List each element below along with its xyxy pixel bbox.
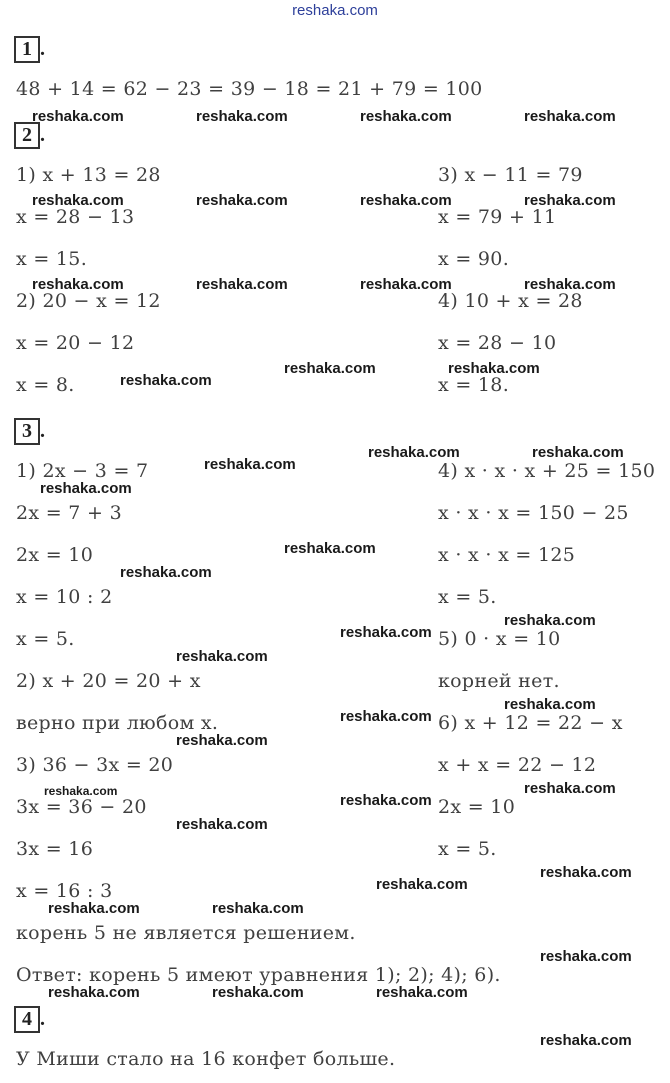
task3-line: 3x = 16 bbox=[16, 838, 94, 860]
task2-line: x = 28 − 13 bbox=[16, 206, 135, 228]
watermark: reshaka.com bbox=[204, 456, 296, 473]
watermark: reshaka.com bbox=[176, 816, 268, 833]
watermark: reshaka.com bbox=[340, 792, 432, 809]
task2-line: 1) x + 13 = 28 bbox=[16, 164, 161, 186]
watermark: reshaka.com bbox=[448, 360, 540, 377]
task2-line: x = 90. bbox=[438, 248, 510, 270]
task2-line: x = 15. bbox=[16, 248, 88, 270]
task2-line: x = 18. bbox=[438, 374, 510, 396]
task2-line: 4) 10 + x = 28 bbox=[438, 290, 583, 312]
watermark: reshaka.com bbox=[32, 192, 124, 209]
task3-line: 1) 2x − 3 = 7 bbox=[16, 460, 149, 482]
task3-line: x · x · x = 125 bbox=[438, 544, 576, 566]
task2-line: x = 8. bbox=[16, 374, 75, 396]
task3-line: x = 5. bbox=[438, 586, 497, 608]
watermark: reshaka.com bbox=[212, 900, 304, 917]
watermark: reshaka.com bbox=[368, 444, 460, 461]
task3-line: 3x = 36 − 20 bbox=[16, 796, 147, 818]
task3-line: 6) x + 12 = 22 − x bbox=[438, 712, 623, 734]
watermark: reshaka.com bbox=[212, 984, 304, 1001]
watermark: reshaka.com bbox=[340, 708, 432, 725]
watermark: reshaka.com bbox=[284, 540, 376, 557]
task3-line: 2x = 7 + 3 bbox=[16, 502, 122, 524]
watermark: reshaka.com bbox=[176, 732, 268, 749]
watermark: reshaka.com bbox=[340, 624, 432, 641]
watermark: reshaka.com bbox=[196, 276, 288, 293]
watermark: reshaka.com bbox=[540, 864, 632, 881]
task3-line: 3) 36 − 3x = 20 bbox=[16, 754, 174, 776]
watermark: reshaka.com bbox=[32, 108, 124, 125]
watermark: reshaka.com bbox=[540, 948, 632, 965]
task3-answer: Ответ: корень 5 имеют уравнения 1); 2); 4); 6). bbox=[16, 964, 501, 986]
watermark: reshaka.com bbox=[524, 108, 616, 125]
watermark: reshaka.com bbox=[376, 984, 468, 1001]
watermark: reshaka.com bbox=[176, 648, 268, 665]
watermark: reshaka.com bbox=[196, 192, 288, 209]
site-header[interactable]: reshaka.com bbox=[292, 2, 378, 19]
watermark: reshaka.com bbox=[524, 780, 616, 797]
watermark: reshaka.com bbox=[360, 108, 452, 125]
task3-line: x = 10 : 2 bbox=[16, 586, 113, 608]
watermark: reshaka.com bbox=[120, 564, 212, 581]
task-number-1: 1 . bbox=[14, 36, 45, 63]
task2-line: x = 20 − 12 bbox=[16, 332, 135, 354]
watermark: reshaka.com bbox=[32, 276, 124, 293]
task3-line: x = 5. bbox=[438, 838, 497, 860]
task3-line: 2x = 10 bbox=[438, 796, 516, 818]
watermark: reshaka.com bbox=[196, 108, 288, 125]
task1-line: 48 + 14 = 62 − 23 = 39 − 18 = 21 + 79 = 100 bbox=[16, 78, 483, 100]
task4-line: У Миши стало на 16 конфет больше. bbox=[16, 1048, 396, 1070]
task2-line: x = 28 − 10 bbox=[438, 332, 557, 354]
watermark: reshaka.com bbox=[120, 372, 212, 389]
watermark: reshaka.com bbox=[48, 900, 140, 917]
task3-line: x · x · x = 150 − 25 bbox=[438, 502, 629, 524]
task3-line: 2) x + 20 = 20 + x bbox=[16, 670, 201, 692]
watermark: reshaka.com bbox=[48, 984, 140, 1001]
task2-line: 3) x − 11 = 79 bbox=[438, 164, 583, 186]
watermark: reshaka.com bbox=[504, 612, 596, 629]
task3-line: x = 16 : 3 bbox=[16, 880, 113, 902]
task2-line: x = 79 + 11 bbox=[438, 206, 557, 228]
watermark: reshaka.com bbox=[524, 276, 616, 293]
task-number-4: 4 . bbox=[14, 1006, 45, 1033]
watermark: reshaka.com bbox=[376, 876, 468, 893]
task-number-3: 3 . bbox=[14, 418, 45, 445]
task3-line: верно при любом x. bbox=[16, 712, 219, 734]
task3-line: 2x = 10 bbox=[16, 544, 94, 566]
watermark: reshaka.com bbox=[40, 480, 132, 497]
task3-line: корень 5 не является решением. bbox=[16, 922, 356, 944]
watermark: reshaka.com bbox=[284, 360, 376, 377]
task3-line: корней нет. bbox=[438, 670, 560, 692]
watermark: reshaka.com bbox=[532, 444, 624, 461]
task-number-2: 2 . bbox=[14, 122, 45, 149]
task3-line: 5) 0 · x = 10 bbox=[438, 628, 561, 650]
watermark: reshaka.com bbox=[524, 192, 616, 209]
task3-line: 4) x · x · x + 25 = 150 bbox=[438, 460, 656, 482]
task3-line: x = 5. bbox=[16, 628, 75, 650]
watermark: reshaka.com bbox=[504, 696, 596, 713]
watermark: reshaka.com bbox=[360, 276, 452, 293]
task3-line: x + x = 22 − 12 bbox=[438, 754, 597, 776]
watermark: reshaka.com bbox=[540, 1032, 632, 1049]
task2-line: 2) 20 − x = 12 bbox=[16, 290, 161, 312]
watermark: reshaka.com bbox=[44, 784, 118, 798]
watermark: reshaka.com bbox=[360, 192, 452, 209]
